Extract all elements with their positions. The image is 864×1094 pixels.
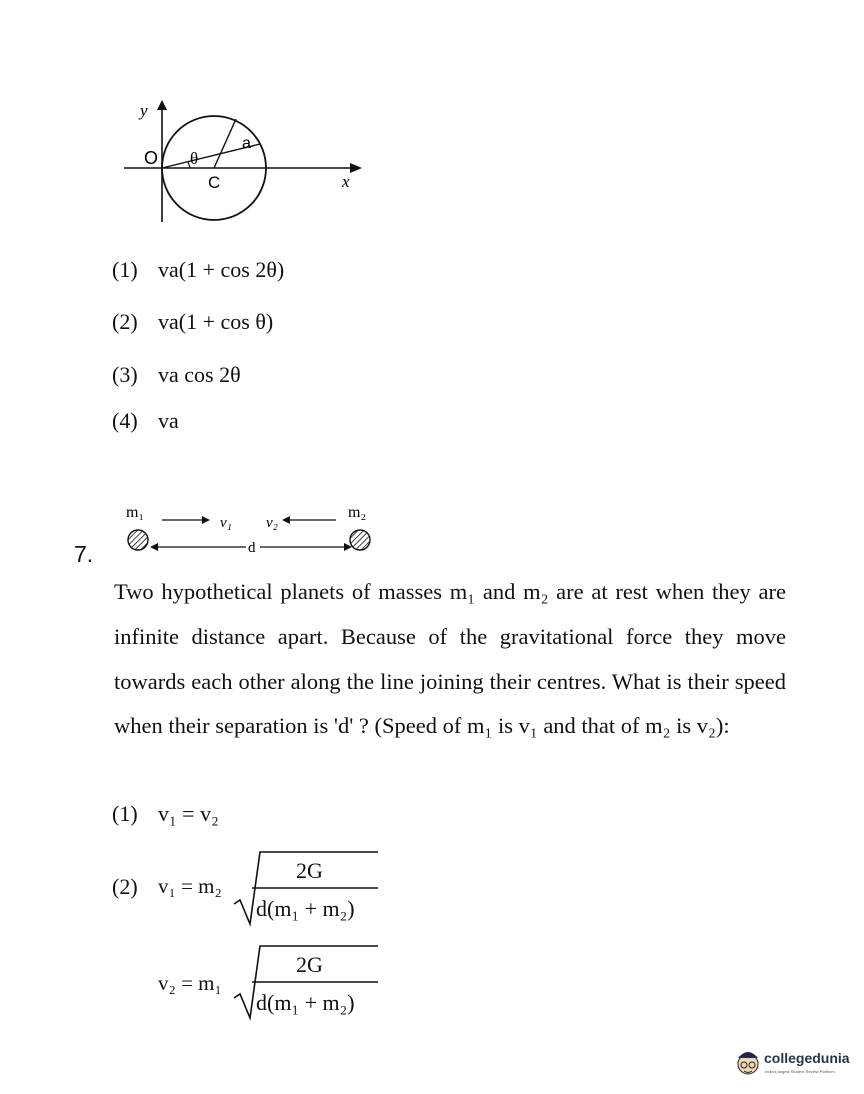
v2-fraction-denominator: d(m₁ + m₂) bbox=[256, 990, 355, 1015]
option-text: va(1 + cos 2θ) bbox=[158, 257, 285, 282]
origin-label: O bbox=[144, 148, 159, 168]
question-number: 7. bbox=[74, 541, 94, 567]
option-text: v₁ = v₂ bbox=[158, 801, 219, 826]
mascot-icon bbox=[734, 1044, 762, 1080]
v1-fraction-numerator: 2G bbox=[296, 858, 323, 883]
option-text: va cos 2θ bbox=[158, 362, 241, 387]
v2-equation-lhs: v₂ = m₁ bbox=[158, 971, 222, 995]
mass1-label: m₁ bbox=[126, 504, 145, 521]
velocity2-label: v₂ bbox=[266, 515, 278, 531]
q7-option-1 bbox=[112, 801, 219, 827]
center-label: C bbox=[208, 173, 221, 192]
logo-tagline: India's largest Student Review Platform bbox=[765, 1069, 835, 1074]
option-number: (3) bbox=[112, 362, 138, 387]
option-text: va(1 + cos θ) bbox=[158, 309, 274, 334]
planets-figure bbox=[110, 495, 390, 565]
option-number: (2) bbox=[112, 309, 138, 334]
option-text: va bbox=[158, 408, 179, 433]
angle-label: θ bbox=[190, 149, 199, 168]
planet-m2 bbox=[350, 530, 370, 550]
radius-label: a bbox=[242, 135, 251, 152]
prev-option-4 bbox=[112, 408, 179, 434]
logo-name: collegedunia bbox=[764, 1050, 850, 1066]
distance-label: d bbox=[248, 540, 256, 556]
circle-figure bbox=[110, 90, 380, 240]
v1-fraction-denominator: d(m₁ + m₂) bbox=[256, 896, 355, 921]
question-text: Two hypothetical planets of masses m₁ and m₂ are at rest when they are infinite distance apart. Because of the gravitational force they move towards each other along the line joining their centres. What is their speed when their separation is 'd' ? (Speed of m₁ is v₁ and that of m₂ is v₂): bbox=[114, 579, 786, 739]
axis-y-label: y bbox=[140, 101, 148, 120]
velocity1-label: v₁ bbox=[220, 515, 232, 531]
axis-x-label: x bbox=[342, 172, 350, 191]
prev-option-2 bbox=[112, 309, 273, 335]
prev-option-3 bbox=[112, 362, 241, 388]
q7-option-2-number: (2) bbox=[112, 874, 138, 899]
planet-m1 bbox=[128, 530, 148, 550]
collegedunia-logo bbox=[734, 1044, 860, 1084]
v1-equation-lhs: v₁ = m₂ bbox=[158, 874, 222, 898]
option-number: (1) bbox=[112, 801, 138, 826]
v2-fraction-numerator: 2G bbox=[296, 952, 323, 977]
prev-option-1 bbox=[112, 257, 284, 283]
mass2-label: m₂ bbox=[348, 504, 367, 521]
option-number: (4) bbox=[112, 408, 138, 433]
option-number: (1) bbox=[112, 257, 138, 282]
